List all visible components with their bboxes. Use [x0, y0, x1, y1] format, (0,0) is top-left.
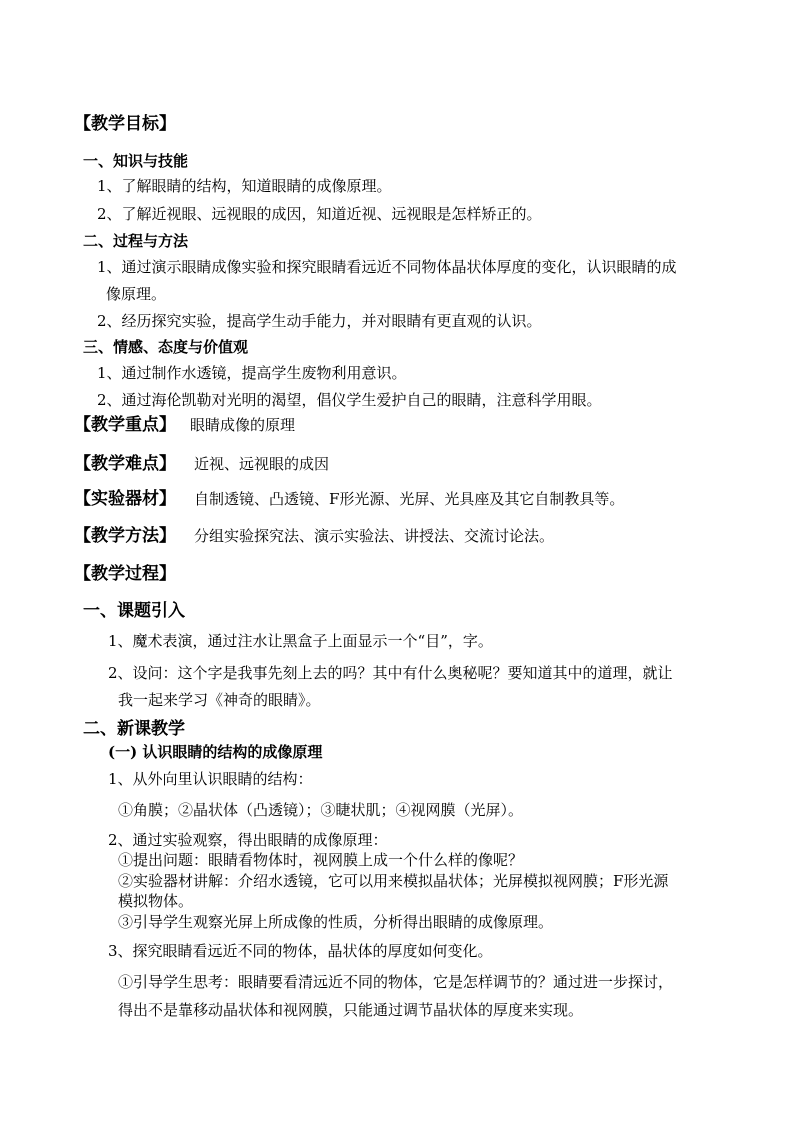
attitude-item-1: 1、通过制作水透镜，提高学生废物利用意识。	[97, 364, 407, 382]
lesson-item-1: 1、从外向里认识眼睛的结构：	[108, 770, 313, 788]
intro-item-2: 2、设问：这个字是我事先刻上去的吗？其中有什么奥秘呢？要知道其中的道理，就让	[108, 664, 673, 682]
attitude-heading: 三、情感、态度与价值观	[83, 338, 249, 356]
lesson-item-2-step-2-cont: 模拟物体。	[118, 892, 194, 910]
lesson-item-2-step-3: ③引导学生观察光屏上所成像的性质，分析得出眼睛的成像原理。	[118, 913, 554, 931]
equipment-label: 【实验器材】	[74, 489, 176, 509]
difficulty-row	[74, 455, 329, 473]
process-method-item-2: 2、经历探究实验，提高学生动手能力，并对眼睛有更直观的认识。	[97, 312, 542, 330]
knowledge-skills-heading: 一、知识与技能	[83, 152, 189, 170]
lesson-item-1-detail: ①角膜；②晶状体（凸透镜）；③睫状肌；④视网膜（光屏）。	[118, 801, 524, 819]
methods-row	[74, 527, 554, 545]
lesson-item-2: 2、通过实验观察，得出眼睛的成像原理：	[108, 831, 388, 849]
process-method-item-1-cont: 像原理。	[106, 285, 167, 303]
equipment-text: 自制透镜、凸透镜、F形光源、光屏、光具座及其它自制教具等。	[194, 490, 625, 508]
equipment-row	[74, 490, 624, 508]
knowledge-item-1: 1、了解眼睛的结构，知道眼睛的成像原理。	[97, 177, 392, 195]
methods-text: 分组实验探究法、演示实验法、讲授法、交流讨论法。	[194, 527, 555, 545]
process-method-item-1: 1、通过演示眼睛成像实验和探究眼睛看远近不同物体晶状体厚度的变化，认识眼睛的成	[97, 258, 677, 276]
new-lesson-heading: 二、新课教学	[83, 719, 185, 739]
lesson-item-2-step-1: ①提出问题：眼睛看物体时，视网膜上成一个什么样的像呢？	[118, 851, 524, 869]
lesson-item-2-step-2: ②实验器材讲解：介绍水透镜，它可以用来模拟晶状体；光屏模拟视网膜；F形光源	[118, 872, 669, 890]
attitude-item-2: 2、通过海伦凯勒对光明的渴望，倡仪学生爱护自己的眼睛，注意科学用眼。	[97, 391, 602, 409]
knowledge-item-2: 2、了解近视眼、远视眼的成因，知道近视、远视眼是怎样矫正的。	[97, 205, 542, 223]
key-point-label: 【教学重点】	[74, 415, 176, 435]
intro-item-2-cont: 我一起来学习《神奇的眼睛》。	[118, 691, 321, 709]
methods-label: 【教学方法】	[74, 526, 176, 546]
difficulty-label: 【教学难点】	[74, 454, 176, 474]
lesson-item-3: 3、探究眼睛看远近不同的物体，晶状体的厚度如何变化。	[108, 942, 493, 960]
difficulty-text: 近视、远视眼的成因	[194, 455, 330, 473]
key-point-row	[74, 416, 295, 434]
lesson-item-3-step-1-cont: 得出不是靠移动晶状体和视网膜，只能通过调节晶状体的厚度来实现。	[118, 1001, 584, 1019]
new-lesson-subheading: (一) 认识眼睛的结构的成像原理	[108, 743, 323, 761]
teaching-process-heading: 【教学过程】	[74, 564, 176, 584]
process-method-heading: 二、过程与方法	[83, 232, 189, 250]
objectives-heading: 【教学目标】	[74, 114, 176, 134]
intro-heading: 一、课题引入	[83, 601, 185, 621]
intro-item-1: 1、魔术表演，通过注水让黑盒子上面显示一个“目”，字。	[108, 632, 493, 650]
key-point-text: 眼睛成像的原理	[190, 416, 296, 434]
lesson-item-3-step-1: ①引导学生思考：眼睛要看清远近不同的物体，它是怎样调节的？通过进一步探讨，	[118, 973, 674, 991]
